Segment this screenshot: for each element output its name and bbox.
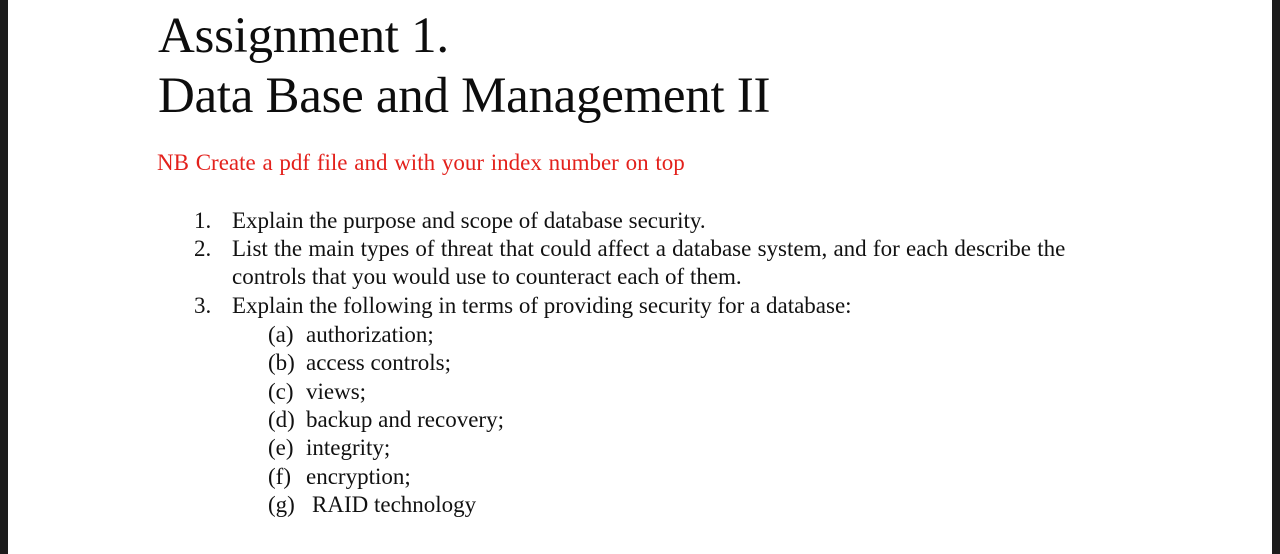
question-text-continuation: controls that you would use to counteract each of them.: [232, 264, 742, 289]
title-line-2: Data Base and Management II: [158, 68, 771, 124]
viewer-left-edge: [0, 0, 8, 554]
sub-item: [268, 351, 451, 374]
question-text: Explain the purpose and scope of database security.: [232, 208, 706, 233]
question-number: 2.: [194, 236, 212, 261]
sub-item-label: (g): [268, 492, 295, 517]
sub-item: [268, 465, 411, 488]
sub-item: [268, 380, 366, 403]
sub-item: [268, 493, 476, 516]
sub-item: [268, 436, 390, 459]
title-line-1: Assignment 1.: [158, 8, 449, 64]
sub-item: [268, 323, 434, 346]
question-number: 1.: [194, 208, 212, 233]
sub-item-label: (b): [268, 350, 295, 375]
sub-item: [268, 408, 504, 431]
sub-item-label: (f): [268, 464, 291, 489]
sub-item-text: access controls;: [306, 350, 451, 375]
sub-item-label: (e): [268, 435, 294, 460]
sub-item-label: (c): [268, 379, 294, 404]
sub-item-text: encryption;: [306, 464, 411, 489]
sub-item-text: authorization;: [306, 322, 434, 347]
sub-item-text: integrity;: [306, 435, 391, 460]
question-text: Explain the following in terms of providing security for a database:: [232, 293, 852, 318]
question-number: 3.: [194, 293, 212, 318]
sub-item-text: backup and recovery;: [306, 407, 504, 432]
sub-item-label: (d): [268, 407, 295, 432]
question-text: List the main types of threat that could affect a database system, and for each describe the: [232, 236, 1066, 261]
instruction-note: NB Create a pdf file and with your index number on top: [157, 150, 685, 175]
document-page: [8, 0, 1272, 554]
viewer-right-edge: [1272, 0, 1280, 554]
sub-item-text: RAID technology: [312, 492, 477, 517]
sub-item-text: views;: [306, 379, 367, 404]
sub-item-label: (a): [268, 322, 294, 347]
